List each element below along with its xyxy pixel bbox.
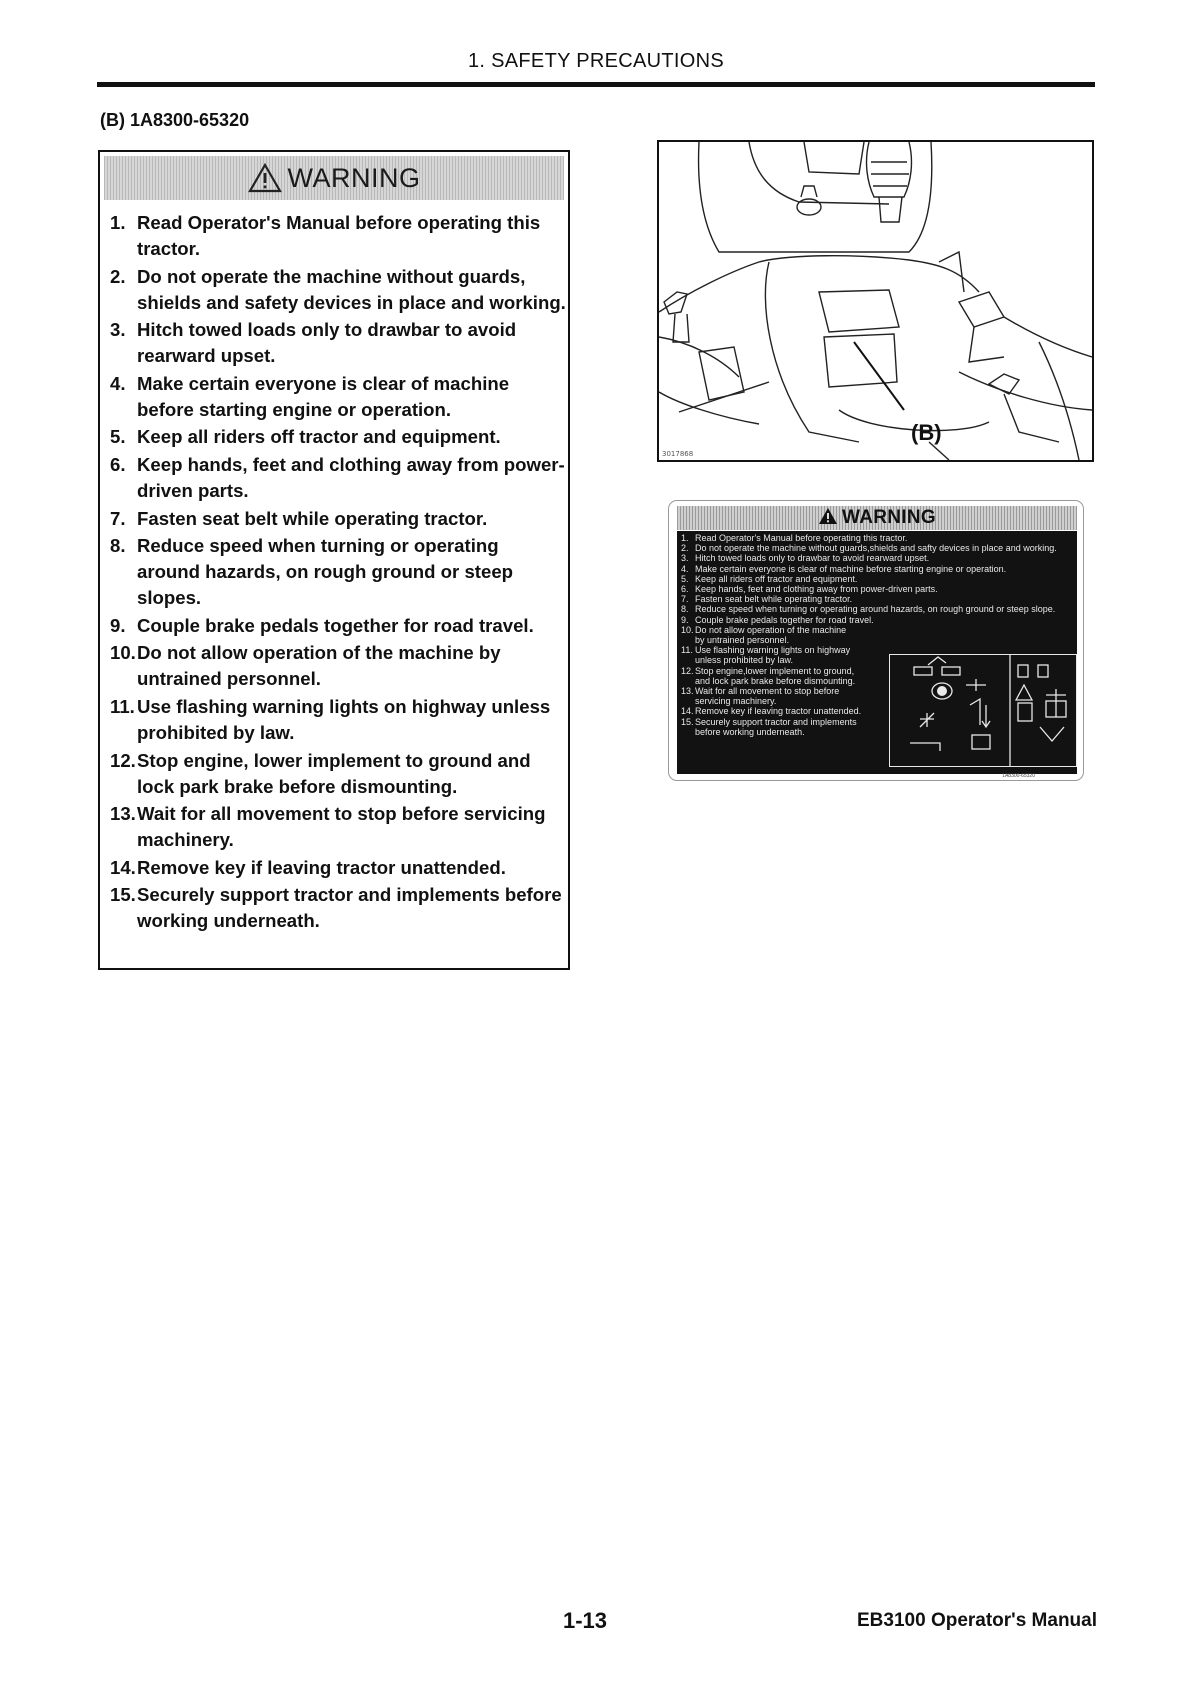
warning-item-number: 3. (110, 319, 126, 341)
warning-item-text: Stop engine, lower implement to ground and lock park brake before dismounting. (137, 749, 531, 797)
decal-line (681, 625, 1057, 635)
decal-line-text: Reduce speed when turning or operating around hazards, on rough ground or steep slope. (695, 604, 1056, 615)
decal-line-text: Make certain everyone is clear of machine before starting engine or operation. (695, 563, 1007, 574)
decal-line-number: 13. (681, 686, 694, 697)
decal-line (681, 615, 1057, 625)
decal-line-number: 3. (681, 553, 689, 564)
warning-title: WARNING (287, 162, 421, 193)
decal-line (681, 635, 1057, 645)
warning-item-text: Couple brake pedals together for road travel. (137, 614, 534, 636)
decal-line-text: unless prohibited by law. (695, 655, 794, 666)
warning-item (110, 452, 566, 504)
decal-line-text: Hitch towed loads only to drawbar to avoid rearward upset. (695, 553, 930, 564)
decal-pictogram-panel (889, 654, 1077, 767)
decal-line-text: Remove key if leaving tractor unattended. (695, 706, 862, 717)
decal-line-text: Stop engine,lower implement to ground, (695, 665, 855, 676)
decal-line-number: 8. (681, 604, 689, 615)
decal-line (681, 594, 1057, 604)
decal-line (681, 584, 1057, 594)
decal-line (681, 553, 1057, 563)
decal-line-number: 12. (681, 665, 694, 676)
decal-line-number: 10. (681, 624, 694, 635)
decal-line-text: Use flashing warning lights on highway (695, 645, 851, 656)
decal-line (681, 604, 1057, 614)
decal-warning-icon (818, 507, 838, 530)
warning-item-text: Use flashing warning lights on highway unless prohibited by law. (137, 695, 551, 743)
warning-item (110, 506, 566, 532)
warning-item (110, 210, 566, 262)
decal-line-text: by untrained personnel. (695, 635, 790, 646)
warning-item (110, 855, 566, 881)
decal-line-text: before working underneath. (695, 726, 805, 737)
warning-box (98, 150, 570, 970)
warning-item-number: 10. (110, 642, 136, 664)
decal-line-text: Keep all riders off tractor and equipment. (695, 573, 858, 584)
decal-header (677, 506, 1077, 530)
header-rule (97, 82, 1095, 87)
warning-item-number: 13. (110, 803, 136, 825)
manual-title: EB3100 Operator's Manual (857, 1610, 1097, 1631)
warning-list (110, 210, 566, 936)
decal-line-number: 4. (681, 563, 689, 574)
warning-item-number: 12. (110, 749, 136, 771)
decal-line-number: 9. (681, 614, 689, 625)
warning-item-number: 9. (110, 614, 126, 636)
warning-item-number: 11. (110, 695, 135, 717)
decal-line-number: 6. (681, 584, 689, 595)
decal-code: 1A8300-65320 (1002, 773, 1035, 779)
decal-line-number: 2. (681, 543, 689, 554)
warning-item-text: Keep hands, feet and clothing away from power-driven parts. (137, 453, 565, 501)
warning-item-number: 4. (110, 372, 126, 394)
page-header-title: 1. SAFETY PRECAUTIONS (468, 50, 724, 72)
warning-item-text: Fasten seat belt while operating tractor. (137, 507, 488, 529)
decal-title: WARNING (842, 507, 936, 528)
warning-item-number: 7. (110, 507, 126, 529)
warning-item (110, 640, 566, 692)
warning-item-text: Securely support tractor and implements before working underneath. (137, 884, 562, 932)
warning-item (110, 882, 566, 934)
decal-line-text: Do not allow operation of the machine (695, 624, 847, 635)
warning-item-number: 5. (110, 426, 126, 448)
decal-pictograms (890, 655, 1076, 766)
warning-item (110, 748, 566, 800)
warning-item-text: Do not allow operation of the machine by untrained personnel. (137, 642, 501, 690)
tractor-drawing (659, 142, 1092, 460)
warning-item-text: Make certain everyone is clear of machine before starting engine or operation. (137, 372, 510, 420)
warning-item-number: 1. (110, 212, 126, 233)
warning-item-text: Read Operator's Manual before operating this tractor. (137, 212, 541, 259)
tractor-illustration (657, 140, 1094, 462)
warning-item-number: 8. (110, 535, 126, 557)
decal-body (677, 531, 1077, 774)
warning-item-text: Wait for all movement to stop before servicing machinery. (137, 803, 546, 851)
decal-line-number: 1. (681, 533, 689, 543)
warning-item-number: 6. (110, 453, 126, 475)
warning-item-number: 15. (110, 884, 136, 906)
warning-item-text: Keep all riders off tractor and equipment. (137, 426, 501, 448)
decal-line (681, 543, 1057, 553)
page-number: 1-13 (563, 1608, 608, 1633)
decal-line-number: 11. (681, 645, 693, 656)
decal-line-number: 7. (681, 594, 689, 605)
decal-line-text: Wait for all movement to stop before (695, 686, 840, 697)
section-label: (B) 1A8300-65320 (100, 110, 250, 130)
decal-line-text: Keep hands, feet and clothing away from power-driven parts. (695, 584, 938, 595)
warning-item (110, 801, 566, 853)
warning-item (110, 317, 566, 369)
warning-item-number: 2. (110, 265, 126, 287)
warning-item (110, 533, 566, 611)
decal-line-number: 5. (681, 573, 689, 584)
callout-label-b: (B) (911, 420, 942, 445)
warning-triangle-icon (248, 163, 282, 193)
warning-item-number: 14. (110, 856, 136, 878)
decal-line-text: Read Operator's Manual before operating this tractor. (695, 533, 908, 543)
warning-item (110, 613, 566, 639)
warning-header (104, 156, 564, 200)
warning-item-text: Do not operate the machine without guards, shields and safety devices in place and working. (137, 265, 566, 313)
decal-line-text: Securely support tractor and implements (695, 716, 857, 727)
decal-line-number: 15. (681, 716, 694, 727)
decal-line-number: 14. (681, 706, 694, 717)
warning-item (110, 264, 566, 316)
decal-line-text: servicing machinery. (695, 696, 777, 707)
warning-item-text: Remove key if leaving tractor unattended. (137, 856, 506, 878)
decal-line (681, 533, 1057, 543)
photo-code: 3017868 (662, 450, 694, 458)
decal-line-text: Do not operate the machine without guards,shields and safty devices in place and working. (695, 543, 1057, 554)
warning-decal (668, 500, 1084, 781)
warning-item-text: Reduce speed when turning or operating around hazards, on rough ground or steep slopes. (137, 535, 514, 609)
decal-line-text: Couple brake pedals together for road travel. (695, 614, 874, 625)
warning-item (110, 694, 566, 746)
warning-item (110, 424, 566, 450)
decal-line (681, 574, 1057, 584)
decal-line (681, 564, 1057, 574)
warning-item (110, 371, 566, 423)
warning-item-text: Hitch towed loads only to drawbar to avoid rearward upset. (137, 319, 517, 367)
decal-line-text: Fasten seat belt while operating tractor. (695, 594, 853, 605)
decal-line-text: and lock park brake before dismounting. (695, 675, 856, 686)
